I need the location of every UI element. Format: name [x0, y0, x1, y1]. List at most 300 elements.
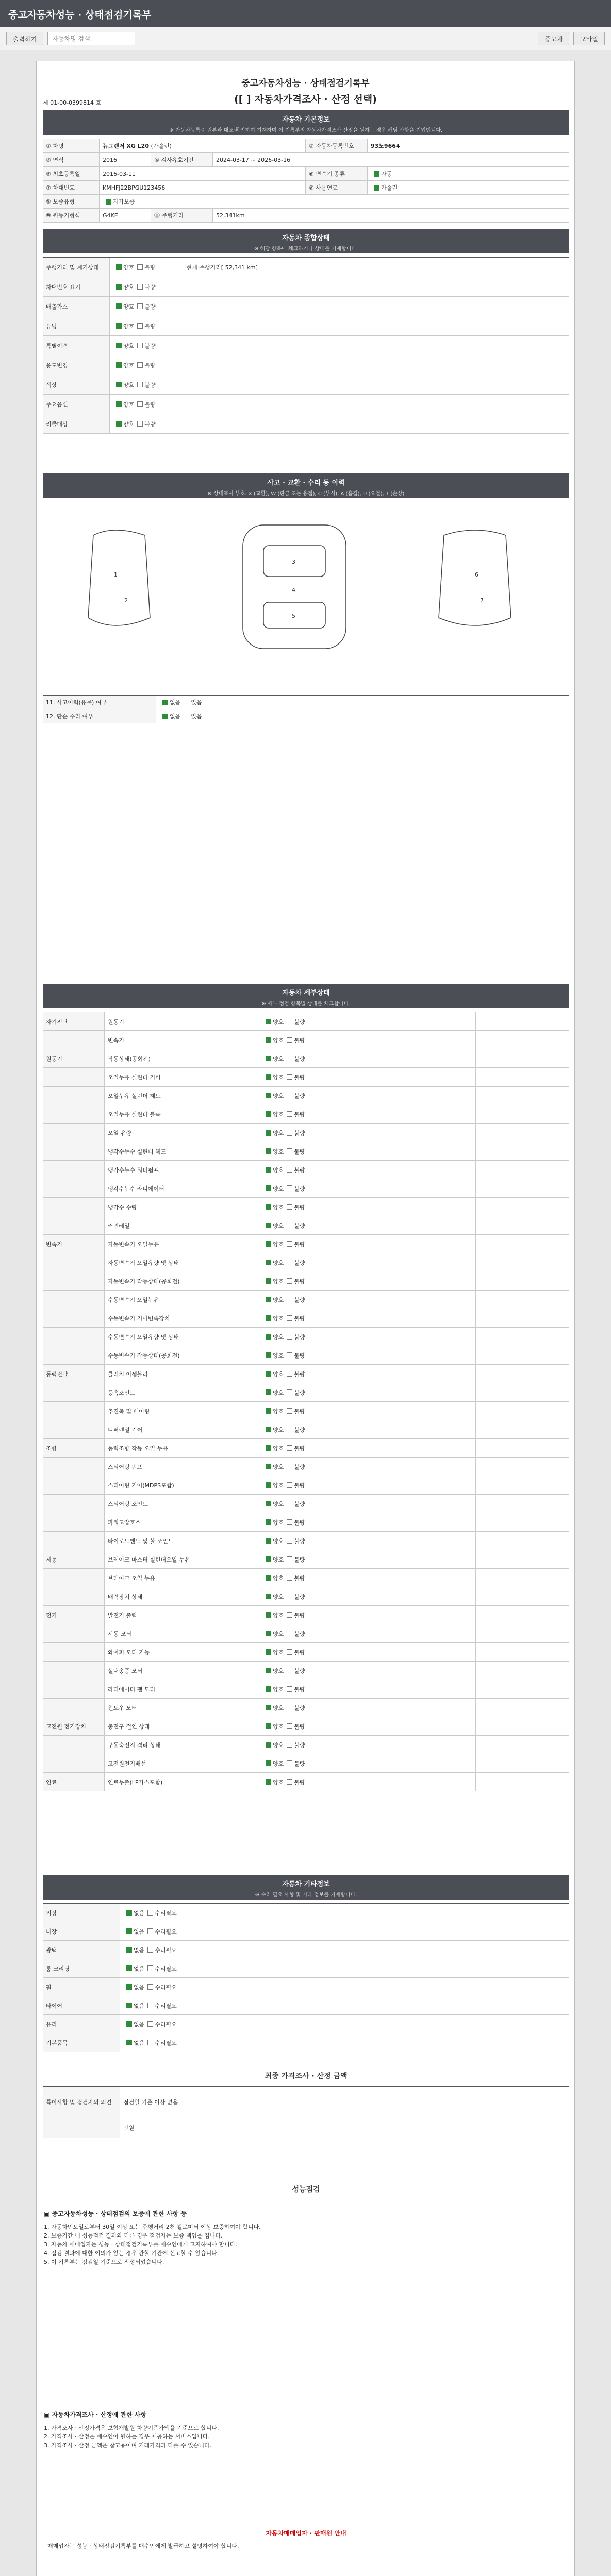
ok-label: 양호	[273, 1333, 284, 1341]
ok-label: 양호	[273, 1037, 284, 1044]
etc-needed: 수리필요	[155, 2039, 177, 2046]
ok-label: 양호	[273, 1185, 284, 1192]
checkbox	[126, 2021, 132, 2027]
detail-group	[43, 1198, 105, 1216]
detail-group	[43, 1643, 105, 1661]
detail-group	[43, 1458, 105, 1476]
detail-item: 파워고압호스	[105, 1513, 259, 1531]
checkbox	[287, 1185, 292, 1191]
detail-extra	[476, 1680, 569, 1698]
guide-line: 4. 점검 결과에 대한 이의가 있는 경우 관할 기관에 신고할 수 있습니다.	[44, 2250, 219, 2257]
detail-value	[259, 1420, 476, 1438]
bad-label: 불량	[294, 1741, 305, 1749]
bad-label: 불량	[144, 362, 156, 369]
detail-extra	[476, 1124, 569, 1142]
ok-label: 양호	[273, 1278, 284, 1285]
detail-group	[43, 1699, 105, 1717]
checkbox	[147, 2040, 153, 2045]
detail-value	[259, 1458, 476, 1476]
etc-row	[43, 2015, 569, 2033]
detail-extra	[476, 1773, 569, 1791]
detail-group	[43, 1105, 105, 1123]
detail-item: 자동변속기 오일유량 및 상태	[105, 1253, 259, 1272]
etc-value	[120, 1904, 569, 1922]
etc-banner: 자동차 기타정보 ※ 수리 필요 사항 및 기타 정보를 기재합니다.	[43, 1875, 569, 1900]
ok-label: 양호	[273, 1630, 284, 1637]
detail-item: 와이퍼 모터 기능	[105, 1643, 259, 1661]
detail-value	[259, 1328, 476, 1346]
ok-label: 양호	[273, 1074, 284, 1081]
checkbox	[287, 1556, 292, 1562]
detail-value	[259, 1736, 476, 1754]
checkbox	[287, 1427, 292, 1432]
detail-extra	[476, 1699, 569, 1717]
state-value	[110, 375, 569, 394]
detail-extra	[476, 1253, 569, 1272]
basic-info-table: ① 차명 뉴그랜저 XG L20 (가솔린) ② 자동차등록번호 93노9664 ③ 연식 2016 ④ 검사유효기간 2024-03-17 ~ 2026-03-16 ⑤ 최초등록일 2016-03-11 ⑥ 변속기 종류 자동 ⑦ 차대번호 KMHFJ22BPGU123456 ⑧ 사용연료 가솔린 ⑨ 보증유형 자가보증 ⑩ 원동기형식 G4KE ⑪ 주행거리 52,341km	[43, 139, 569, 223]
checkbox	[266, 1538, 271, 1544]
checkbox	[137, 343, 143, 348]
bad-label: 불량	[144, 401, 156, 408]
checkbox	[126, 1910, 132, 1916]
etc-needed: 수리필요	[155, 1909, 177, 1917]
checkbox	[266, 1223, 271, 1228]
ok-label: 양호	[273, 1741, 284, 1749]
detail-value	[259, 1365, 476, 1383]
ok-label: 양호	[273, 1556, 284, 1563]
detail-item: 원동기	[105, 1012, 259, 1030]
bad-label: 불량	[294, 1426, 305, 1433]
detail-extra	[476, 1587, 569, 1605]
bad-label: 불량	[294, 1630, 305, 1637]
detail-row	[43, 1439, 569, 1458]
detail-row	[43, 1365, 569, 1383]
bad-label: 불량	[294, 1760, 305, 1767]
detail-value	[259, 1179, 476, 1197]
etc-row	[43, 1959, 569, 1978]
detail-value	[259, 1476, 476, 1494]
detail-row	[43, 1458, 569, 1476]
detail-row	[43, 1699, 569, 1717]
state-label: 특별이력	[43, 336, 110, 355]
etc-value	[120, 2033, 569, 2052]
detail-item: 고전원전기배선	[105, 1754, 259, 1772]
checkbox	[266, 1649, 271, 1655]
bad-label: 불량	[294, 1315, 305, 1322]
bad-label: 불량	[294, 1204, 305, 1211]
bad-label: 불량	[294, 1222, 305, 1229]
detail-group	[43, 1142, 105, 1160]
detail-item: 실내송풍 모터	[105, 1662, 259, 1680]
etc-table	[43, 1903, 569, 2052]
detail-extra	[476, 1309, 569, 1327]
checkbox	[287, 1167, 292, 1173]
detail-extra	[476, 1420, 569, 1438]
detail-extra	[476, 1476, 569, 1494]
ok-label: 양호	[123, 303, 135, 310]
state-row	[43, 258, 569, 277]
detail-group: 제동	[43, 1550, 105, 1568]
checkbox	[287, 1223, 292, 1228]
checkbox	[126, 1965, 132, 1971]
state-label: 주요옵션	[43, 395, 110, 414]
checkbox	[287, 1501, 292, 1506]
checkbox	[266, 1315, 271, 1321]
detail-row	[43, 1532, 569, 1550]
checkbox	[287, 1352, 292, 1358]
checkbox	[266, 1093, 271, 1098]
etc-none: 없음	[134, 2021, 145, 2028]
detail-item: 냉각수누수 실린더 헤드	[105, 1142, 259, 1160]
checkbox	[266, 1148, 271, 1154]
state-label: 용도변경	[43, 355, 110, 375]
bad-label: 불량	[144, 303, 156, 310]
checkbox	[374, 171, 379, 177]
guide-title: 성능점검	[292, 2185, 320, 2194]
detail-group: 자기진단	[43, 1012, 105, 1030]
part-2: 2	[124, 597, 128, 604]
checkbox	[287, 1130, 292, 1136]
checkbox	[266, 1482, 271, 1488]
detail-extra	[476, 1328, 569, 1346]
detail-row	[43, 1420, 569, 1439]
bad-label: 불량	[294, 1500, 305, 1507]
warning-box: 자동차매매업자 · 판매원 안내 매매업자는 성능 · 상태점검기록부를 매수인에게 발급하고 설명하여야 합니다.	[43, 2524, 569, 2570]
etc-label: 휠	[43, 1978, 120, 1996]
checkbox	[266, 1167, 271, 1173]
bad-label: 불량	[144, 342, 156, 349]
bad-label: 불량	[294, 1408, 305, 1415]
doc-number: 제 01-00-0399814 호	[43, 99, 102, 106]
detail-group	[43, 1291, 105, 1309]
ok-label: 양호	[273, 1111, 284, 1118]
bad-label: 불량	[294, 1352, 305, 1359]
detail-value	[259, 1161, 476, 1179]
ok-label: 양호	[273, 1259, 284, 1266]
detail-row	[43, 1309, 569, 1328]
checkbox	[266, 1705, 271, 1710]
ok-label: 양호	[273, 1612, 284, 1619]
detail-row	[43, 1773, 569, 1791]
detail-item: 스티어링 기어(MDPS포함)	[105, 1476, 259, 1494]
checkbox	[287, 1594, 292, 1599]
checkbox	[137, 421, 143, 427]
detail-group	[43, 1383, 105, 1401]
detail-group: 동력전달	[43, 1365, 105, 1383]
state-value	[110, 258, 569, 277]
detail-item: 등속조인트	[105, 1383, 259, 1401]
checkbox	[137, 382, 143, 387]
checkbox	[266, 1686, 271, 1692]
etc-needed: 수리필요	[155, 1984, 177, 1991]
detail-extra	[476, 1365, 569, 1383]
car-side-left	[88, 530, 150, 625]
checkbox	[287, 1241, 292, 1247]
checkbox	[106, 199, 111, 205]
detail-value	[259, 1272, 476, 1290]
bad-label: 불량	[294, 1667, 305, 1674]
price-title: 최종 가격조사 · 산정 금액	[265, 2072, 348, 2080]
bad-label: 불량	[294, 1574, 305, 1582]
detail-item: 냉각수 수량	[105, 1198, 259, 1216]
checkbox	[287, 1148, 292, 1154]
bad-label: 불량	[294, 1055, 305, 1062]
detail-group: 변속기	[43, 1235, 105, 1253]
ok-label: 양호	[273, 1574, 284, 1582]
etc-none: 없음	[134, 2039, 145, 2046]
detail-row	[43, 1272, 569, 1291]
detail-extra	[476, 1606, 569, 1624]
ok-label: 양호	[273, 1370, 284, 1378]
detail-extra	[476, 1513, 569, 1531]
detail-group	[43, 1587, 105, 1605]
detail-value	[259, 1624, 476, 1642]
checkbox	[116, 264, 122, 270]
bad-label: 불량	[144, 323, 156, 330]
detail-table	[43, 1012, 569, 1791]
ok-label: 양호	[273, 1129, 284, 1137]
checkbox	[287, 1111, 292, 1117]
checkbox	[147, 1965, 153, 1971]
detail-row	[43, 1253, 569, 1272]
detail-row	[43, 1049, 569, 1068]
ok-label: 양호	[273, 1667, 284, 1674]
state-banner: 자동차 종합상태 ※ 해당 항목에 체크하거나 상태를 기재합니다.	[43, 229, 569, 253]
guide-list-2	[44, 2424, 565, 2450]
bad-label: 불량	[294, 1778, 305, 1786]
detail-group	[43, 1216, 105, 1234]
checkbox	[126, 1984, 132, 1990]
checkbox	[266, 1408, 271, 1414]
checkbox	[287, 1760, 292, 1766]
detail-value	[259, 1253, 476, 1272]
checkbox	[266, 1037, 271, 1043]
ok-label: 양호	[273, 1148, 284, 1155]
detail-row	[43, 1476, 569, 1495]
detail-row	[43, 1736, 569, 1754]
detail-group: 연료	[43, 1773, 105, 1791]
guide-line: 3. 자동차 매매업자는 성능 · 상태점검기록부를 매수인에게 고지하여야 합니다.	[44, 2241, 237, 2248]
checkbox	[266, 1445, 271, 1451]
toolbar	[0, 27, 611, 50]
etc-label: 타이어	[43, 1996, 120, 2014]
detail-value	[259, 1680, 476, 1698]
etc-value	[120, 1959, 569, 1977]
etc-label: 외장	[43, 1904, 120, 1922]
checkbox	[126, 2040, 132, 2045]
ok-label: 양호	[273, 1204, 284, 1211]
ok-label: 양호	[273, 1426, 284, 1433]
etc-value	[120, 1978, 569, 1996]
checkbox	[266, 1334, 271, 1340]
detail-row	[43, 1124, 569, 1142]
detail-value	[259, 1662, 476, 1680]
detail-group	[43, 1309, 105, 1327]
detail-extra	[476, 1087, 569, 1105]
checkbox	[147, 1910, 153, 1916]
ok-label: 양호	[273, 1352, 284, 1359]
detail-row	[43, 1105, 569, 1124]
detail-group	[43, 1513, 105, 1531]
detail-row	[43, 1198, 569, 1216]
detail-item: 동력조향 작동 오일 누유	[105, 1439, 259, 1457]
etc-needed: 수리필요	[155, 1965, 177, 1972]
etc-value	[120, 1941, 569, 1959]
detail-group	[43, 1420, 105, 1438]
state-value	[110, 277, 569, 296]
state-value	[110, 316, 569, 335]
checkbox	[287, 1649, 292, 1655]
checkbox	[287, 1297, 292, 1302]
tab-used-car[interactable]: 중고차	[538, 32, 569, 45]
detail-group	[43, 1662, 105, 1680]
detail-group	[43, 1532, 105, 1550]
checkbox	[287, 1482, 292, 1488]
search-input[interactable]	[47, 32, 135, 45]
detail-extra	[476, 1012, 569, 1030]
checkbox	[287, 1723, 292, 1729]
checkbox	[287, 1575, 292, 1581]
checkbox	[287, 1334, 292, 1340]
ok-label: 양호	[273, 1519, 284, 1526]
state-row	[43, 395, 569, 414]
state-row	[43, 316, 569, 336]
guide-list	[44, 2223, 565, 2266]
checkbox	[287, 1408, 292, 1414]
checkbox	[266, 1241, 271, 1247]
bad-label: 불량	[294, 1037, 305, 1044]
bad-label: 불량	[294, 1445, 305, 1452]
detail-extra	[476, 1346, 569, 1364]
checkbox	[287, 1742, 292, 1748]
detail-item: 오일 유량	[105, 1124, 259, 1142]
detail-item: 수동변속기 기어변속장치	[105, 1309, 259, 1327]
guide-line: 1. 가격조사 · 산정가격은 보험개발원 차량기준가액을 기준으로 합니다.	[44, 2425, 219, 2431]
checkbox	[287, 1389, 292, 1395]
print-button[interactable]: 출력하기	[6, 32, 43, 45]
part-5: 5	[292, 613, 295, 619]
checkbox	[266, 1612, 271, 1618]
etc-row	[43, 1996, 569, 2015]
detail-item: 배력장치 상태	[105, 1587, 259, 1605]
bad-label: 불량	[144, 420, 156, 428]
detail-value	[259, 1439, 476, 1457]
etc-value	[120, 1996, 569, 2014]
etc-none: 없음	[134, 1965, 145, 1972]
detail-extra	[476, 1291, 569, 1309]
detail-value	[259, 1124, 476, 1142]
ok-label: 양호	[273, 1296, 284, 1303]
checkbox	[287, 1056, 292, 1061]
detail-row	[43, 1235, 569, 1253]
ok-label: 양호	[273, 1055, 284, 1062]
etc-label: 기본품목	[43, 2033, 120, 2052]
bad-label: 불량	[294, 1537, 305, 1545]
detail-group	[43, 1346, 105, 1364]
checkbox	[266, 1501, 271, 1506]
mileage-display: 현재 주행거리[ 52,341 km]	[186, 264, 258, 271]
detail-item: 디퍼렌셜 기어	[105, 1420, 259, 1438]
accident-banner: 사고 · 교환 · 수리 등 이력 ※ 상태표시 부호: X (교환), W (판금 또는 용접), C (부식), A (흠집), U (요철), T (손상)	[43, 473, 569, 498]
accident-table: 11. 사고이력(유무) 여부 없음 있음 12. 단순 수리 여부 없음 있음	[43, 695, 569, 723]
detail-value	[259, 1550, 476, 1568]
state-label: 배출가스	[43, 297, 110, 316]
bad-label: 불량	[294, 1519, 305, 1526]
detail-value	[259, 1587, 476, 1605]
guide-line: 3. 가격조사 · 산정 금액은 참고용이며 거래가격과 다를 수 있습니다.	[44, 2442, 212, 2449]
detail-row	[43, 1068, 569, 1087]
document-paper: 중고자동차성능 · 상태점검기록부 ([ ] 자동차가격조사 · 산정 선택) 제 01-00-0399814 호 자동차 기본정보 ※ 자동차등록증 원본과 대조·확인하여 기재하며 이 기록부의 자동차가격조사·산정을 원하는 경우 해당 사항을 기입합니다. ① 차명 뉴그랜저 XG L20 (가솔린) ② 자동차등록번호 93노9664 ③ 연식 2016 ④ 검사유효기간 2024-03-17 ~ 2026-03-16 ⑤ 최초등록일 2016-03-11 ⑥ 변속기 종류 자동 ⑦ 차대번호 KMHFJ22BPGU123456 ⑧ 사용연료 가솔린 ⑨ 보증유형 자가보증 ⑩ 원동기형식 G4KE ⑪ 주행거리 52,341km 자동차 종합상태 ※ 해당 항목에 체크하거나 상태를 기재합니다. 주행거리 및 계기상태 양호 불량 현재 주행거리[ 52,341 km] 차대번호 표기 양호 불량 배출가스 양호 불량 튜닝 양호 불량 특별이력 양호 불량 용도변경 양호 불량 색상 양호 불량 주요옵션 양호 불량 리콜대상 양호 불량 사고 · 교환 · 수리 등 이력 ※ 상태표시 부호: X (교환), W (판금 또는 용접), C (부식), A (흠집), U (요철), T (손상) 1 2 3 4 5 6 7 11. 사고이력(유무) 여부 없음 있음 12. 단순 수리 여부 없음 있음 자동차 세부상태 ※ 세부 점검 항목별 상태를 체크합니다. 자기진단 원동기 양호 불량 변속기 양호 불량 원동기 작동상태(공회전) 양호 불량 오일누유 실린더 커버 양호 불량 오일누유 실린더 헤드 양호 불량 오일누유 실린더 블록 양호 불량 오일 유량 양호 불량 냉각수누수 실린더 헤드 양호 불량 냉각수누수 워터펌프 양호 불량 냉각수누수 라디에이터 양호 불량 냉각수 수량 양호 불량 커먼레일 양호 불량 변속기 자동변속기 오일누유 양호 불량 자동변속기 오일유량 및 상태 양호 불량 자동변속기 작동상태(공회전) 양호 불량 수동변속기 오일누유 양호 불량 수동변속기 기어변속장치 양호 불량 수동변속기 오일유량 및 상태 양호 불량 수동변속기 작동상태(공회전) 양호 불량 동력전달 클러치 어셈블리 양호 불량 등속조인트 양호 불량 추진축 및 베어링 양호 불량 디퍼렌셜 기어 양호 불량 조향 동력조향 작동 오일 누유 양호 불량 스티어링 펌프 양호 불량 스티어링 기어(MDPS포함) 양호 불량 스티어링 조인트 양호 불량 파워고압호스 양호 불량 타이로드엔드 및 볼 조인트 양호 불량 제동 브레이크 마스터 실린더오일 누유 양호 불량 브레이크 오일 누유 양호 불량 배력장치 상태 양호 불량 전기 발전기 출력 양호 불량 시동 모터 양호 불량 와이퍼 모터 기능 양호 불량 실내송풍 모터 양호 불량 라디에이터 팬 모터 양호 불량 윈도우 모터 양호 불량 고전원 전기장치 충전구 절연 상태 양호 불량 구동축전지 격리 상태 양호 불량 고전원전기배선 양호 불량 연료 연료누출(LP가스포함) 양호 불량 자동차 기타정보 ※ 수리 필요 사항 및 기타 정보를 기재합니다. 외장 없음 수리필요 내장 없음 수리필요 광택 없음 수리필요 룸 크리닝 없음 수리필요 휠 없음 수리필요 타이어 없음 수리필요 유리 없음 수리필요 기본품목 없음 수리필요 최종 가격조사 · 산정 금액 특이사항 및 점검자의 의견 점검일 기준 이상 없음 만원 성능점검 ▣ 중고자동차성능 · 상태점검의 보증에 관한 사항 등 1. 자동차인도일로부터 30일 이상 또는 주행거리 2천 킬로미터 이상 보증하여야 합니다. 2. 보증기간 내 성능점검 결과와 다른 경우 점검자는 보증 책임을 집니다. 3. 자동차 매매업자는 성능 · 상태점검기록부를 매수인에게 고지하여야 합니다. 4. 점검 결과에 대한 이의가 있는 경우 관할 기관에 신고할 수 있습니다. 5. 이 기록부는 점검일 기준으로 작성되었습니다. ▣ 자동차가격조사 · 산정에 관한 사항 1. 가격조사 · 산정가격은 보험개발원 차량기준가액을 기준으로 합니다. 2. 가격조사 · 산정은 매수인이 원하는 경우 제공하는 서비스입니다. 3. 가격조사 · 산정 금액은 참고용이며 거래가격과 다를 수 있습니다. 자동차매매업자 · 판매원 안내 매매업자는 성능 · 상태점검기록부를 매수인에게 발급하고 설명하여야 합니다.	[36, 61, 575, 2576]
checkbox	[137, 323, 143, 329]
ok-label: 양호	[273, 1649, 284, 1656]
ok-label: 양호	[273, 1018, 284, 1025]
etc-needed: 수리필요	[155, 1946, 177, 1954]
checkbox	[287, 1019, 292, 1024]
ok-label: 양호	[273, 1389, 284, 1396]
detail-extra	[476, 1142, 569, 1160]
tab-mobile[interactable]: 모바일	[573, 32, 605, 45]
detail-extra	[476, 1161, 569, 1179]
checkbox	[116, 303, 122, 309]
ok-label: 양호	[273, 1315, 284, 1322]
bad-label: 불량	[294, 1686, 305, 1693]
checkbox	[116, 401, 122, 407]
checkbox	[287, 1204, 292, 1210]
etc-label: 룸 크리닝	[43, 1959, 120, 1977]
detail-item: 시동 모터	[105, 1624, 259, 1642]
bad-label: 불량	[294, 1593, 305, 1600]
detail-extra	[476, 1495, 569, 1513]
state-row	[43, 355, 569, 375]
state-value	[110, 297, 569, 316]
part-3: 3	[292, 558, 295, 565]
ok-label: 양호	[273, 1482, 284, 1489]
checkbox	[126, 1928, 132, 1934]
detail-item: 스티어링 펌프	[105, 1458, 259, 1476]
etc-none: 없음	[134, 1984, 145, 1991]
part-6: 6	[475, 571, 478, 578]
checkbox	[266, 1278, 271, 1284]
detail-item: 변속기	[105, 1031, 259, 1049]
checkbox	[266, 1260, 271, 1265]
detail-row	[43, 1012, 569, 1031]
ok-label: 양호	[273, 1537, 284, 1545]
etc-row	[43, 1904, 569, 1922]
etc-row	[43, 1941, 569, 1959]
ok-label: 양호	[273, 1593, 284, 1600]
guide-line: 5. 이 기록부는 점검일 기준으로 작성되었습니다.	[44, 2259, 164, 2265]
bad-label: 불량	[294, 1092, 305, 1099]
etc-label: 유리	[43, 2015, 120, 2033]
detail-value	[259, 1012, 476, 1030]
checkbox	[266, 1130, 271, 1136]
etc-needed: 수리필요	[155, 2002, 177, 2009]
checkbox	[266, 1668, 271, 1673]
app-title-bar	[0, 0, 611, 27]
detail-extra	[476, 1662, 569, 1680]
detail-value	[259, 1717, 476, 1735]
ok-label: 양호	[123, 342, 135, 349]
detail-item: 윈도우 모터	[105, 1699, 259, 1717]
ok-label: 양호	[273, 1704, 284, 1711]
detail-group: 조향	[43, 1439, 105, 1457]
state-value	[110, 395, 569, 414]
checkbox	[287, 1686, 292, 1692]
doc-title-2: ([ ] 자동차가격조사 · 산정 선택)	[234, 94, 377, 105]
ok-label: 양호	[273, 1463, 284, 1470]
detail-extra	[476, 1717, 569, 1735]
detail-value	[259, 1049, 476, 1067]
